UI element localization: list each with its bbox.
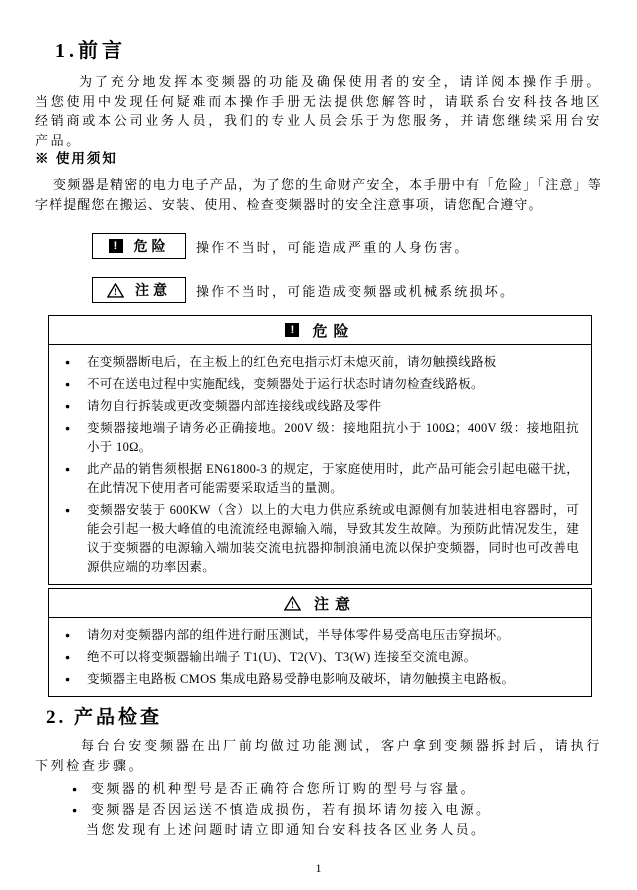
- check-list-item: ● 变频器是否因运送不慎造成损伤，若有损坏请勿接入电源。: [35, 800, 600, 821]
- danger-box-body: [49, 345, 591, 584]
- caution-legend-box: [92, 277, 186, 303]
- check-list-item: ● 变频器的机种型号是否正确符合您所订购的型号与容量。: [35, 779, 600, 800]
- product-check-paragraph: 每台台安变频器在出厂前均做过功能测试，客户拿到变频器拆封后，请执行下列检查步骤。: [35, 738, 602, 773]
- check-followup-note: 当您发现有上述问题时请立即通知台安科技各区业务人员。: [86, 822, 487, 837]
- caution-box-body: [49, 618, 591, 696]
- section-1-heading: 1.前言: [55, 40, 126, 62]
- caution-legend-row: [92, 277, 515, 303]
- danger-box-item: ● 此产品的销售须根据 EN61800-3 的规定，于家庭使用时，此产品可能会引起电磁干扰，在此情况下使用者可能需要采取适当的量测。: [63, 460, 579, 498]
- danger-box-item: ● 请勿自行拆装或更改变频器内部连接线或线路及零件: [63, 397, 579, 416]
- caution-warning-box: [48, 588, 592, 697]
- danger-warning-box: [48, 315, 592, 585]
- caution-box-header: [49, 589, 591, 618]
- caution-box-title: 注意: [313, 596, 356, 613]
- bullet-icon: ●: [65, 505, 71, 515]
- bullet-icon: ●: [65, 423, 71, 433]
- bullet-icon: ●: [72, 784, 80, 794]
- danger-box-item: ● 变频器安装于 600KW（含）以上的大电力供应系统或电源侧有加装进相电容器时，可能会引起一极大峰值的电流流经电源输入端，导致其发生故障。为预防此情况发生，建议于变频器的电源输入端加装交流电抗器抑制浪涌电流以保护变频器，同时也可改善电源供应端的功率因素。: [63, 501, 579, 577]
- bullet-icon: ●: [65, 357, 71, 367]
- danger-legend-row: [92, 233, 470, 259]
- svg-text:!: !: [114, 286, 117, 297]
- section-2-heading: 2. 产品检查: [46, 707, 163, 728]
- warning-triangle-icon: [107, 283, 124, 298]
- danger-exclamation-icon: !: [109, 239, 123, 253]
- danger-legend-box: [92, 233, 186, 259]
- bullet-icon: ●: [65, 652, 71, 662]
- danger-box-item: ● 在变频器断电后，在主板上的红色充电指示灯未熄灭前，请勿触摸线路板: [63, 353, 579, 372]
- check-list: [35, 779, 600, 820]
- danger-exclamation-icon: !: [285, 323, 299, 337]
- bullet-icon: ●: [65, 674, 71, 684]
- bullet-icon: ●: [72, 804, 80, 815]
- bullet-icon: ●: [65, 630, 71, 640]
- caution-box-item: ● 变频器主电路板 CMOS 集成电路易受静电影响及破坏，请勿触摸主电路板。: [63, 670, 579, 689]
- caution-box-item: ● 请勿对变频器内部的组件进行耐压测试，半导体零件易受高电压击穿损坏。: [63, 626, 579, 645]
- caution-box-item: ● 绝不可以将变频器输出端子 T1(U)、T2(V)、T3(W) 连接至交流电源。: [63, 648, 579, 667]
- usage-notice-paragraph: 变频器是精密的电力电子产品，为了您的生命财产安全，本手册中有「危险」「注意」等字样提醒您在搬运、安装、使用、检查变频器时的安全注意事项，请您配合遵守。: [35, 177, 602, 212]
- bullet-icon: ●: [65, 379, 71, 389]
- caution-legend-description: 操作不当时，可能造成变频器或机械系统损坏。: [196, 283, 516, 299]
- usage-notice-heading: ※ 使用须知: [35, 151, 118, 166]
- preface-paragraph: 为了充分地发挥本变频器的功能及确保使用者的安全，请详阅本操作手册。当您使用中发现任何疑难而本操作手册无法提供您解答时，请联系台安科技各地区经销商或本公司业务人员，我们的专业人员会乐于为您服务，并请您继续采用台安产品。: [35, 74, 602, 148]
- svg-text:!: !: [290, 599, 294, 610]
- warning-triangle-icon: [284, 596, 301, 611]
- danger-legend-label: 危险: [133, 240, 170, 255]
- page-number: 1: [315, 861, 322, 875]
- caution-legend-label: 注意: [135, 284, 171, 299]
- danger-box-item: ● 不可在送电过程中实施配线，变频器处于运行状态时请勿检查线路板。: [63, 375, 579, 394]
- bullet-icon: ●: [65, 401, 71, 411]
- bullet-icon: ●: [65, 464, 71, 474]
- danger-box-item: ● 变频器接地端子请务必正确接地。200V 级：接地阻抗小于 100Ω；400V 级：接地阻抗小于 10Ω。: [63, 419, 579, 457]
- danger-legend-description: 操作不当时，可能造成严重的人身伤害。: [196, 239, 470, 255]
- danger-box-title: 危险: [312, 323, 355, 340]
- danger-box-header: [49, 316, 591, 345]
